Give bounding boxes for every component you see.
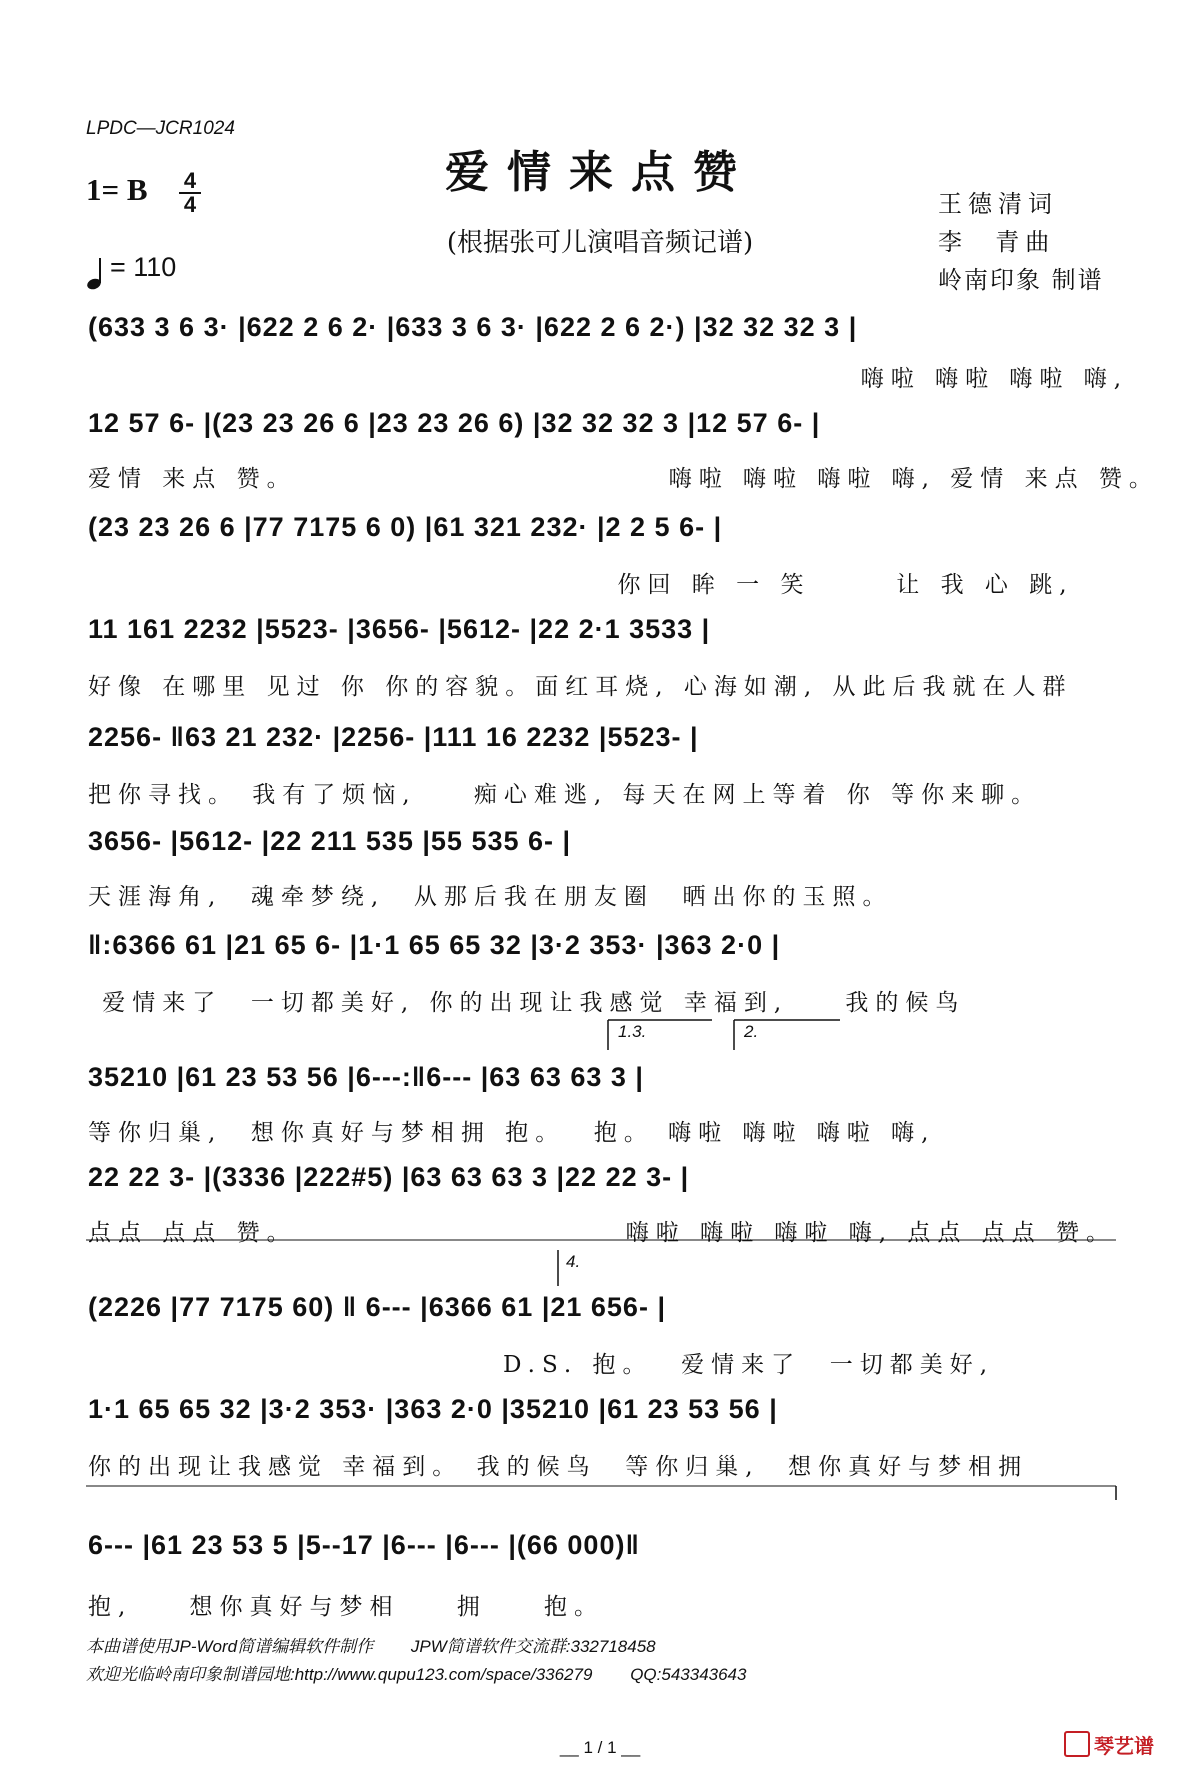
lyrics-row-4: 好像 在哪里 见过 你 你的容貌。面红耳烧, 心海如潮, 从此后我就在人群 bbox=[88, 674, 1073, 700]
lyrics-row-2: 爱情 来点 赞。 嗨啦 嗨啦 嗨啦 嗨, 爱情 来点 赞。 bbox=[88, 466, 1159, 492]
site-logo bbox=[1064, 1730, 1154, 1759]
score-code: LPDC—JCR1024 bbox=[86, 118, 235, 139]
notation-row-1: (633 3 6 3· |622 2 6 2· |633 3 6 3· |622 2 6 2·) |32 32 32 3 | bbox=[88, 312, 858, 342]
lyrics-row-7: 爱情来了 一切都美好, 你的出现让我感觉 幸福到, 我的候鸟 bbox=[88, 990, 966, 1016]
time-signature-denominator: 4 bbox=[183, 192, 197, 217]
notation-row-9: 22 22 3- |(3336 |222#5) |63 63 63 3 |22 22 3- | bbox=[88, 1162, 690, 1192]
notation-row-11: 1·1 65 65 32 |3·2 353· |363 2·0 |35210 |61 23 53 56 | bbox=[88, 1394, 778, 1424]
lyrics-row-8: 等你归巢, 想你真好与梦相拥 抱。 抱。 嗨啦 嗨啦 嗨啦 嗨, bbox=[88, 1120, 936, 1146]
score-subtitle: (根据张可儿演唱音频记谱) bbox=[446, 228, 754, 258]
lyrics-row-5: 把你寻找。 我有了烦恼, 痴心难逃, 每天在网上等着 你 等你来聊。 bbox=[88, 782, 1042, 808]
notation-row-12: 6--- |61 23 53 5 |5--17 |6--- |6--- |(66 000)‖ bbox=[88, 1530, 640, 1560]
score-title: 爱情来点赞 bbox=[445, 147, 755, 198]
notation-row-2: 12 57 6- |(23 23 26 6 |23 23 26 6) |32 32 32 3 |12 57 6- | bbox=[88, 408, 821, 438]
lyrics-row-6: 天涯海角, 魂牵梦绕, 从那后我在朋友圈 晒出你的玉照。 bbox=[88, 884, 893, 910]
volta-2-label: 2. bbox=[744, 1022, 759, 1041]
notation-row-3: (23 23 26 6 |77 7175 6 0) |61 321 232· |2 2 5 6- | bbox=[88, 512, 723, 542]
notation-row-4: 11 161 2232 |5523- |3656- |5612- |22 2·1 3533 | bbox=[88, 614, 711, 644]
time-signature bbox=[178, 170, 202, 216]
lyrics-row-9: 点点 点点 赞。 嗨啦 嗨啦 嗨啦 嗨, 点点 点点 赞。 bbox=[88, 1220, 1116, 1246]
lyrics-row-1: 嗨啦 嗨啦 嗨啦 嗨, bbox=[88, 366, 1129, 392]
logo-icon bbox=[1064, 1731, 1090, 1757]
footer-line-2: 欢迎光临岭南印象制谱园地:http://www.qupu123.com/space/336279 QQ:543343643 bbox=[86, 1665, 747, 1684]
notation-row-5: 2256- ‖63 21 232· |2256- |111 16 2232 |5523- | bbox=[88, 722, 699, 752]
logo-text: 琴艺谱 bbox=[1094, 1734, 1154, 1758]
notation-row-10: (2226 |77 7175 60) ‖ 6--- |6366 61 |21 656- | bbox=[88, 1292, 666, 1322]
footer-line-1: 本曲谱使用JP-Word简谱编辑软件制作 JPW简谱软件交流群:332718458 bbox=[86, 1637, 656, 1656]
time-signature-numerator: 4 bbox=[183, 168, 197, 193]
lyrics-row-12: 抱, 想你真好与梦相 拥 抱。 bbox=[88, 1594, 605, 1620]
tempo-marking: = 110 bbox=[110, 252, 177, 282]
volta-4-label: 4. bbox=[566, 1252, 581, 1271]
quarter-note-icon bbox=[86, 256, 106, 290]
lyricist-credit: 王德清词 bbox=[938, 190, 1058, 218]
key-signature: 1= B bbox=[86, 172, 148, 207]
volta-1-3-label: 1.3. bbox=[618, 1022, 647, 1041]
page-number: __ 1 / 1 __ bbox=[559, 1738, 641, 1757]
notation-row-7: ‖:6366 61 |21 65 6- |1·1 65 65 32 |3·2 353· |363 2·0 | bbox=[88, 930, 781, 960]
lyrics-row-3: 你回 眸 一 笑 让 我 心 跳, bbox=[88, 572, 1074, 598]
notation-row-6: 3656- |5612- |22 211 535 |55 535 6- | bbox=[88, 826, 572, 856]
composer-credit: 李 青曲 bbox=[938, 228, 1056, 256]
lyrics-row-11: 你的出现让我感觉 幸福到。 我的候鸟 等你归巢, 想你真好与梦相拥 bbox=[88, 1454, 1029, 1480]
notation-row-8: 35210 |61 23 53 56 |6---:‖6--- |63 63 63 3 | bbox=[88, 1062, 644, 1092]
transcriber-credit: 岭南印象 制谱 bbox=[938, 266, 1104, 294]
lyrics-row-10: D.S. 抱。 爱情来了 一切都美好, bbox=[88, 1352, 995, 1378]
